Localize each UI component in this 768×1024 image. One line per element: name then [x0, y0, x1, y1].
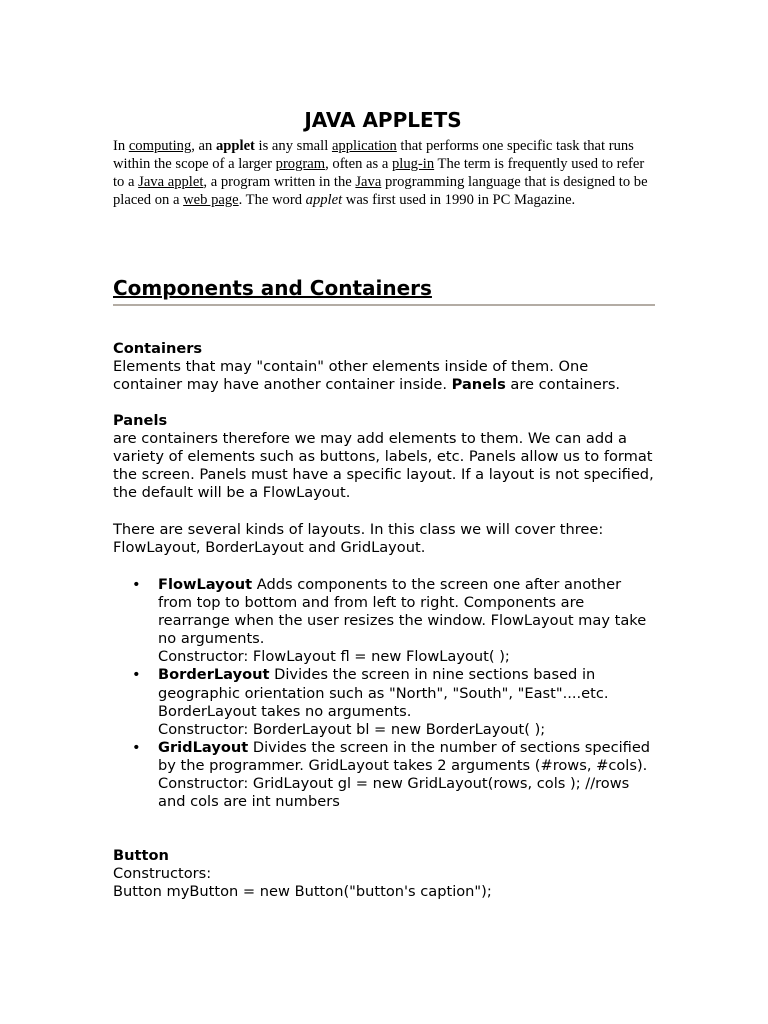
layout-description: Divides the screen in the number of sections specified by the programmer. GridLayout takes 2 arguments (#rows, #cols). — [158, 738, 651, 774]
link-web-page[interactable]: web page — [183, 192, 239, 208]
intro-applet-bold: applet — [215, 138, 255, 154]
link-plug-in[interactable]: plug-in — [391, 156, 435, 172]
layout-description: Adds components to the screen one after another from top to bottom and from left to right. Components are rearrange when the user resizes the window. FlowLayout may take no arguments. — [158, 576, 647, 648]
layout-constructor: Constructor: BorderLayout bl = new BorderLayout( ); — [158, 720, 546, 738]
section-divider — [113, 304, 655, 306]
bullet-icon: • — [132, 666, 141, 684]
containers-description — [113, 358, 658, 394]
link-application[interactable]: application — [331, 138, 397, 154]
intro-text: that performs one specific task that runs within the scope of a larger — [113, 138, 634, 172]
intro-text: programming language that is designed to be placed on a — [113, 174, 648, 208]
intro-text: In — [113, 138, 129, 154]
button-heading: Button — [113, 847, 169, 864]
button-constructors-label: Constructors: — [113, 865, 212, 883]
intro-text: was first used in 1990 in PC Magazine. — [342, 192, 576, 208]
containers-text: Elements that may "contain" other elements inside of them. One container may have another container inside. — [113, 358, 589, 394]
intro-text: . The word — [238, 192, 306, 208]
link-java[interactable]: Java — [355, 174, 382, 190]
list-item — [113, 666, 658, 738]
layout-constructor: Constructor: FlowLayout fl = new FlowLayout( ); — [158, 648, 510, 666]
link-computing[interactable]: computing — [128, 138, 192, 154]
panels-heading: Panels — [113, 412, 168, 429]
layout-name: BorderLayout — [158, 666, 270, 684]
containers-text: are containers. — [505, 376, 621, 394]
containers-heading: Containers — [113, 340, 203, 357]
layout-name: FlowLayout — [158, 576, 253, 593]
document-title: JAVA APPLETS — [304, 108, 462, 132]
section-heading: Components and Containers — [113, 276, 432, 300]
panels-block — [113, 412, 658, 502]
list-item — [113, 739, 658, 811]
intro-text: is any small — [254, 138, 332, 154]
layout-description: Divides the screen in nine sections based in geographic orientation such as "North", "South", "East"....etc. BorderLayout takes no arguments. — [158, 666, 609, 720]
link-program[interactable]: program — [275, 156, 326, 172]
layout-name: GridLayout — [158, 738, 249, 756]
list-item — [113, 576, 658, 666]
intro-text: , an — [191, 138, 216, 154]
layouts-intro: There are several kinds of layouts. In this class we will cover three: FlowLayout, BorderLayout and GridLayout. — [113, 521, 604, 557]
button-code: Button myButton = new Button("button's caption"); — [113, 883, 492, 901]
bullet-icon: • — [132, 738, 141, 756]
containers-block — [113, 340, 658, 394]
button-block — [113, 847, 658, 901]
intro-applet-italic: applet — [305, 192, 343, 208]
panels-description: are containers therefore we may add elements to them. We can add a variety of elements such as buttons, labels, etc. Panels allow us to format the screen. Panels must have a specific layout. If a layout is not specified, the default will be a FlowLayout. — [113, 430, 654, 502]
intro-text: , often as a — [325, 156, 392, 172]
layout-constructor: Constructor: GridLayout gl = new GridLayout(rows, cols ); //rows and cols are int numbers — [158, 775, 630, 811]
link-java-applet[interactable]: Java applet — [138, 174, 204, 190]
bullet-icon: • — [132, 576, 141, 593]
intro-text: The term is frequently used to refer to a — [113, 156, 645, 190]
intro-text: , a program written in the — [203, 174, 356, 190]
intro-paragraph — [113, 137, 658, 209]
panels-bold: Panels — [451, 376, 506, 394]
layouts-list — [113, 576, 658, 811]
